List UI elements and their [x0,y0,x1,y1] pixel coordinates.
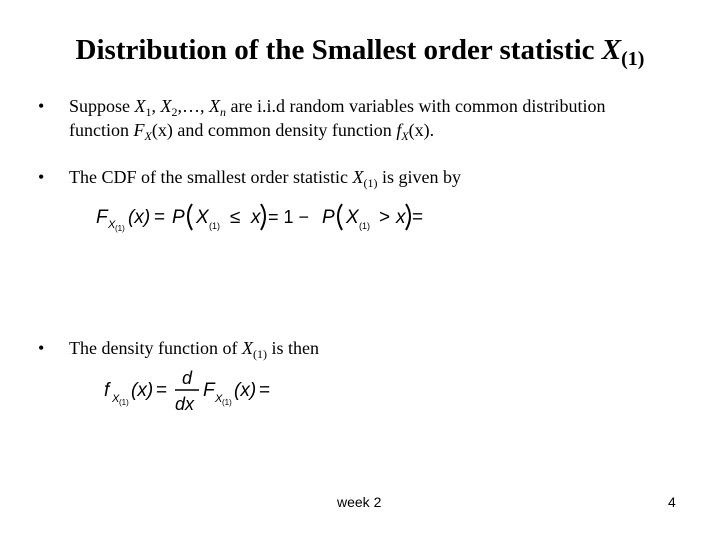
pdf-equation [104,366,284,418]
arg-x-1: (x) [151,120,173,140]
var-x2: X [160,96,172,116]
eq-equals: = [154,207,166,228]
bullet-2-text [69,165,709,189]
eq-sub-1: (1) [119,398,129,407]
eq-end: = [259,380,271,401]
eq-F: F [96,207,108,228]
sub-1: 1 [145,105,152,119]
eq-P2: P [322,207,335,228]
eq-gt: > [379,207,391,228]
eq-sub-X: X [108,219,116,231]
bullet-1-text [69,94,709,142]
footer-label: week 2 [337,494,382,510]
eq-sub-X-2: X [215,393,223,405]
bullet-marker-1: • [38,96,45,116]
sub-1: (1) [252,347,267,361]
bullet-2-text-a: The CDF of the smallest order statistic [69,167,353,187]
page-number: 4 [668,494,676,510]
sub-2: 2 [171,105,178,119]
eq-F: F [203,380,215,401]
title-subscript: (1) [621,48,645,70]
sub-X-2: X [401,129,409,143]
var-x1: X [134,96,146,116]
bullet-3-text-b: is then [266,338,319,358]
sub-X-1: X [144,129,152,143]
bullet-1-line2a: function [69,120,134,140]
eq-sub-2: (1) [359,221,370,231]
eq-paren-left-2 [338,204,342,230]
eq-one-minus: = 1 − [268,207,310,227]
eq-arg: (x) [131,380,154,401]
eq-paren-right [261,204,265,230]
eq-x: x [251,207,261,228]
eq-x2: x [396,207,406,228]
eq-equals: = [156,380,168,401]
eq-arg-2: (x) [234,380,257,401]
eq-P: P [172,207,185,228]
eq-sub-1-2: (1) [222,398,232,407]
bullet-marker-3: • [38,338,45,358]
eq-dx: dx [175,394,195,414]
var-F: F [133,120,145,140]
title-symbol: X [601,34,622,66]
bullet-1-suppose: Suppose [69,96,135,116]
var-X: X [241,338,253,358]
eq-arg: (x) [128,207,151,228]
bullet-marker-2: • [38,167,45,187]
arg-x-2: (x) [408,120,430,140]
eq-end: = [412,207,424,228]
sub-1: (1) [363,176,378,190]
eq-f: f [104,380,110,401]
eq-X: X [196,207,209,228]
eq-leq: ≤ [230,207,241,228]
eq-X2: X [346,207,359,228]
cdf-equation [96,198,424,238]
title-text: Distribution of the Smallest order statistic [75,34,602,66]
eq-sub-X: X [112,393,120,405]
period: . [429,120,435,140]
eq-d: d [182,368,193,388]
bullet-3-text-a: The density function of [69,338,242,358]
bullet-2-text-b: is given by [377,167,461,187]
eq-sub-1: (1) [115,224,125,233]
sub-n: n [220,105,227,119]
eq-paren-left [188,204,192,230]
var-f: f [396,120,402,140]
comma: , [151,96,161,116]
bullet-1-rest: are i.i.d random variables with common distribution [226,96,606,116]
var-xn: X [209,96,221,116]
bullet-1-line2b: and common density function [172,120,397,140]
eq-sub: (1) [209,221,220,231]
eq-paren-right-2 [406,204,410,230]
var-X: X [352,167,364,187]
ellipsis: ,…, [177,96,210,116]
bullet-3-text [69,336,709,360]
slide-title [0,34,720,70]
